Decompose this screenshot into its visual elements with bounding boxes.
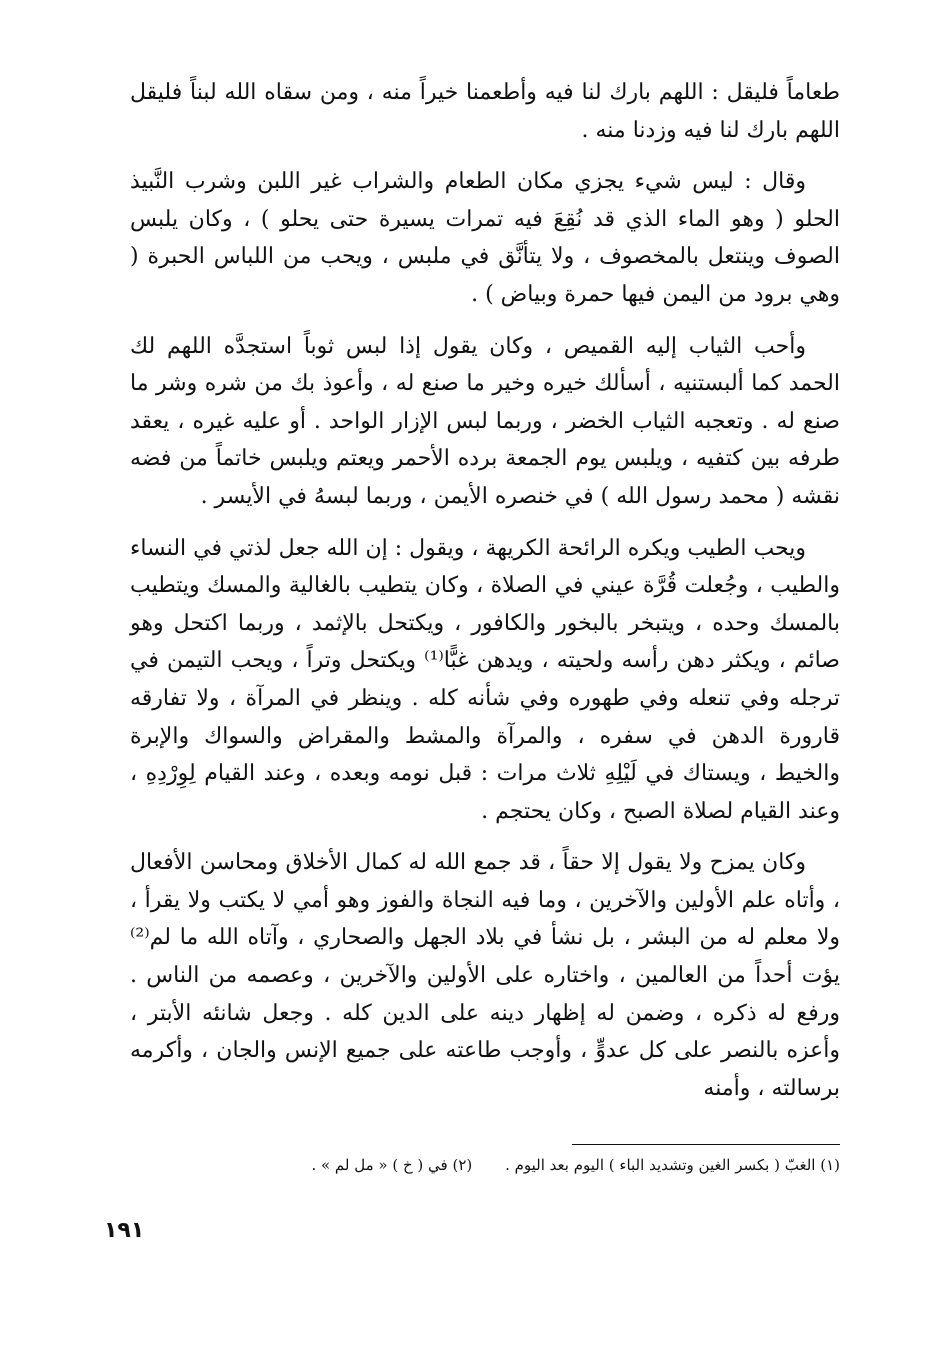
main-text (130, 74, 840, 1121)
paragraph-5: وكان يمزح ولا يقول إلا حقاً ، قد جمع الله له كمال الأخلاق ومحاسن الأفعال ، وأتاه علم الأولين والآخرين ، وما فيه النجاة والفوز وهو أمي لا يكتب ولا يقرأ ، ولا معلم له من البشر ، بل نشأ في بلاد الجهل والصحاري ، وآتاه الله ما لم⁽²⁾ يؤت أحداً من العالمين ، واختاره على الأولين والآخرين ، وعصمه من الناس . ورفع له ذكره ، وضمن له إظهار دينه على الدين كله . وجعل شانئه الأبتر ، وأعزه بالنصر على كل عدوٍّ ، وأوجب طاعته على جميع الإنس والجان ، وأكرمه برسالته ، وأمنه (130, 850, 840, 1101)
page-number: ١٩١ (104, 1218, 145, 1243)
footnotes (130, 1153, 840, 1177)
paragraph-4: ويحب الطيب ويكره الرائحة الكريهة ، ويقول : إن الله جعل لذتي في النساء والطيب ، وجُعلت قُرَّة عيني في الصلاة ، وكان يتطيب بالغالية والمسك ويتطيب بالمسك وحده ، ويتبخر بالبخور والكافور ، ويكتحل بالإثمد ، وربما اكتحل وهو صائم ، ويكثر دهن رأسه ولحيته ، ويدهن غبًّا⁽¹⁾ ويكتحل وتراً ، ويحب التيمن في ترجله وفي تنعله وفي طهوره وفي شأنه كله . وينظر في المرآة ، ولا تفارقه قارورة الدهن في سفره ، والمرآة والمشط والمقراض والسواك والإبرة والخيط ، ويستاك في لَيْلِهِ ثلاث مرات : قبل نومه وبعده ، وعند القيام لِوِرْدِهِ ، وعند القيام لصلاة الصبح ، وكان يحتجم . (130, 535, 840, 824)
footnote-separator (572, 1144, 840, 1145)
paragraph-3: وأحب الثياب إليه القميص ، وكان يقول إذا لبس ثوباً استجدَّه اللهم لك الحمد كما ألبستنيه ، أسألك خيره وخير ما صنع له ، وأعوذ بك من شره وشر ما صنع له . وتعجبه الثياب الخضر ، وربما لبس الإزار الواحد . أو عليه غيره ، يعقد طرفه بين كتفيه ، ويلبس يوم الجمعة برده الأحمر ويعتم ويلبس خاتماً من فضه نقشه ( محمد رسول الله ) في خنصره الأيمن ، وربما لبسهُ في الأيسر . (130, 333, 840, 509)
footnote-2: (٢) في ( خ ) « مل لم » . (311, 1156, 473, 1174)
paragraph-1: طعاماً فليقل : اللهم بارك لنا فيه وأطعمنا خيراً منه ، ومن سقاه الله لبناً فليقل اللهم بارك لنا فيه وزدنا منه . (130, 80, 840, 143)
paragraph-2: وقال : ليس شيء يجزي مكان الطعام والشراب غير اللبن وشرب النَّبيذ الحلو ( وهو الماء الذي قد نُقِعَ فيه تمرات يسيرة حتى يحلو ) ، وكان يلبس الصوف وينتعل بالمخصوف ، ولا يتأنَّق في ملبس ، ويحب من اللباس الحبرة ( وهي برود من اليمن فيها حمرة وبياض ) . (130, 169, 840, 307)
footnote-1: (١) الغبّ ( بكسر الغين وتشديد الباء ) اليوم بعد اليوم . (505, 1156, 840, 1174)
